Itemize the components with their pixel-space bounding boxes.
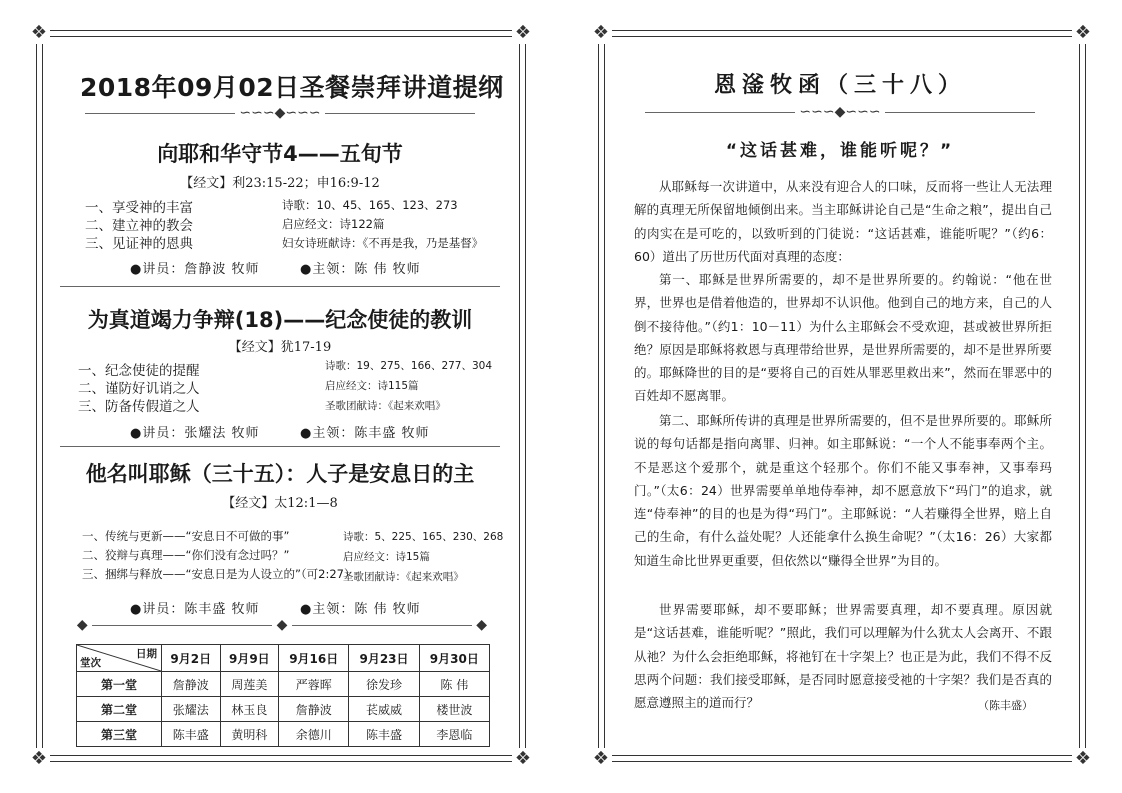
sermon-point: 三、捆绑与释放——“安息日是为人设立的”（可2:27） — [82, 567, 356, 581]
choir-anthem: 妇女诗班献诗：《不再是我，乃是基督》 — [282, 236, 484, 250]
table-corner-cell — [77, 645, 162, 672]
responsive-reading: 启应经文：诗122篇 — [282, 217, 385, 231]
table-row — [77, 722, 490, 747]
service-label: 第二堂 — [77, 697, 162, 722]
sermon-point: 二、狡辩与真理——“你们没有念过吗？” — [82, 548, 290, 562]
table-cell: 詹静波 — [279, 697, 349, 722]
section-divider — [60, 286, 500, 287]
date-column-header: 9月16日 — [279, 645, 349, 672]
date-header-label: 日期 — [136, 648, 157, 660]
choir-anthem: 圣歌团献诗：《起来欢唱》 — [325, 400, 446, 412]
hymn-numbers: 诗歌：10、45、165、123、273 — [282, 198, 458, 212]
responsive-reading: 启应经文：诗15篇 — [343, 551, 430, 563]
body-paragraph: 世界需要耶稣，却不要耶稣；世界需要真理，却不要真理。原因就是“这话甚难，谁能听呢？”照此，我们可以理解为什么犹太人会离开、不跟从祂？为什么会拒绝耶稣，将祂钉在十字架上？也正是为此，我们不得不反思两个问题：我们接受耶稣，是否同时愿意接受祂的十字架？我们是否真的愿意遵照主的道而行？ — [634, 602, 1052, 711]
sermon-title: 他名叫耶稣（三十五）：人子是安息日的主 — [85, 462, 475, 486]
date-column-header: 9月30日 — [419, 645, 489, 672]
service-label: 第三堂 — [77, 722, 162, 747]
hymn-numbers: 诗歌：5、225、165、230、268 — [343, 531, 504, 543]
table-cell: 徐发珍 — [349, 672, 419, 697]
table-cell: 楼世波 — [419, 697, 489, 722]
worship-leader: ●主领：陈 伟 牧师 — [300, 262, 421, 277]
table-cell: 苌威威 — [349, 697, 419, 722]
table-cell: 詹静波 — [162, 672, 221, 697]
title-flourish-icon: ∽∽∽◆∽∽∽ — [60, 105, 500, 121]
service-label: 第一堂 — [77, 672, 162, 697]
author-signature: （陈丰盛） — [978, 699, 1033, 712]
sermon-title: 向耶和华守节4——五旬节 — [157, 142, 403, 166]
scripture-reference: 【经文】太12:1—8 — [222, 496, 338, 511]
table-cell: 陈 伟 — [419, 672, 489, 697]
letter-subtitle: “这话甚难，谁能听呢？” — [725, 141, 955, 161]
table-header-row — [77, 645, 490, 672]
corner-ornament-icon: ❖ — [590, 748, 612, 770]
table-cell: 余德川 — [279, 722, 349, 747]
responsive-reading: 启应经文：诗115篇 — [325, 380, 419, 392]
service-header-label: 堂次 — [80, 657, 101, 669]
table-cell: 陈丰盛 — [162, 722, 221, 747]
corner-ornament-icon: ❖ — [28, 748, 50, 770]
body-paragraph: 第一、耶稣是世界所需要的，却不是世界所要的。约翰说：“他在世界，世界也是借着他造的，世界却不认识他。他到自己的地方来，自己的人倒不接待他。”（约1：10－11）为什么主耶稣会不受欢迎，甚或被世界所拒绝？原因是耶稣将救恩与真理带给世界，是世界所需要的，却不是世界所要的。耶稣降世的目的是“要将自己的百姓从罪恶里救出来”，然而在罪恶中的百姓却不愿离罪。 — [634, 272, 1052, 404]
preacher-schedule-table — [76, 644, 490, 747]
sermon-point: 三、防备传假道之人 — [78, 399, 200, 415]
worship-leader: ●主领：陈丰盛 牧师 — [300, 426, 430, 441]
section-divider — [60, 446, 500, 447]
worship-leader: ●主领：陈 伟 牧师 — [300, 602, 421, 617]
speaker: ●讲员：张耀法 牧师 — [130, 426, 260, 441]
table-cell: 李恩临 — [419, 722, 489, 747]
scripture-reference: 【经文】犹17-19 — [228, 340, 332, 355]
main-title: 2018年09月02日圣餐崇拜讲道提纲 — [80, 73, 504, 102]
table-cell: 严蓉晖 — [279, 672, 349, 697]
corner-ornament-icon: ❖ — [590, 22, 612, 44]
choir-anthem: 圣歌团献诗：《起来欢唱》 — [343, 571, 464, 583]
table-cell: 周莲美 — [220, 672, 279, 697]
table-row — [77, 672, 490, 697]
sermon-point: 三、见证神的恩典 — [85, 236, 193, 252]
sermon-point: 一、传统与更新——“安息日不可做的事” — [82, 529, 290, 543]
title-flourish-icon: ∽∽∽◆∽∽∽ — [625, 104, 1055, 120]
speaker: ●讲员：詹静波 牧师 — [130, 262, 260, 277]
corner-ornament-icon: ❖ — [1072, 748, 1094, 770]
date-column-header: 9月9日 — [220, 645, 279, 672]
schedule-divider-icon: ◆ ◆ ◆ — [76, 617, 488, 633]
body-paragraph: 从耶稣每一次讲道中，从来没有迎合人的口味，反而将一些让人无法理解的真理无所保留地倾倒出来。当主耶稣讲论自己是“生命之粮”，提出自己的肉实在是可吃的，以致听到的门徒说：“这话甚难，谁能听呢？”（约6：60）道出了历世历代面对真理的态度： — [634, 179, 1052, 264]
speaker: ●讲员：陈丰盛 牧师 — [130, 602, 260, 617]
sermon-point: 一、享受神的丰富 — [85, 200, 193, 216]
table-cell: 黄明科 — [220, 722, 279, 747]
table-cell: 张耀法 — [162, 697, 221, 722]
table-cell: 林玉良 — [220, 697, 279, 722]
corner-ornament-icon: ❖ — [512, 748, 534, 770]
sermon-title: 为真道竭力争辩(18)——纪念使徒的教训 — [87, 308, 473, 332]
date-column-header: 9月2日 — [162, 645, 221, 672]
corner-ornament-icon: ❖ — [1072, 22, 1094, 44]
corner-ornament-icon: ❖ — [28, 22, 50, 44]
date-column-header: 9月23日 — [349, 645, 419, 672]
table-cell: 陈丰盛 — [349, 722, 419, 747]
corner-ornament-icon: ❖ — [512, 22, 534, 44]
letter-title: 恩滏牧函（三十八） — [713, 73, 966, 98]
table-row — [77, 697, 490, 722]
hymn-numbers: 诗歌：19、275、166、277、304 — [325, 360, 493, 372]
body-paragraph: 第二、耶稣所传讲的真理是世界所需要的，但不是世界所要的。耶稣所说的每句话都是指向离罪、归神。如主耶稣说：“一个人不能事奉两个主。不是恶这个爱那个，就是重这个轻那个。你们不能又事奉神，又事奉玛门。”（太6：24）世界需要单单地侍奉神，却不愿意放下“玛门”的追求，就连“侍奉神”的目的也是为得“玛门”。主耶稣说：“人若赚得全世界，赔上自己的生命，有什么益处呢？人还能拿什么换生命呢？”（太16：26）大家都知道生命比世界更重要，但依然以“赚得全世界”为目的。 — [634, 413, 1052, 568]
sermon-point: 一、纪念使徒的提醒 — [78, 363, 200, 379]
sermon-point: 二、谨防好讥诮之人 — [78, 381, 200, 397]
sermon-point: 二、建立神的教会 — [85, 218, 193, 234]
scripture-reference: 【经文】利23:15-22；申16:9-12 — [180, 176, 380, 191]
